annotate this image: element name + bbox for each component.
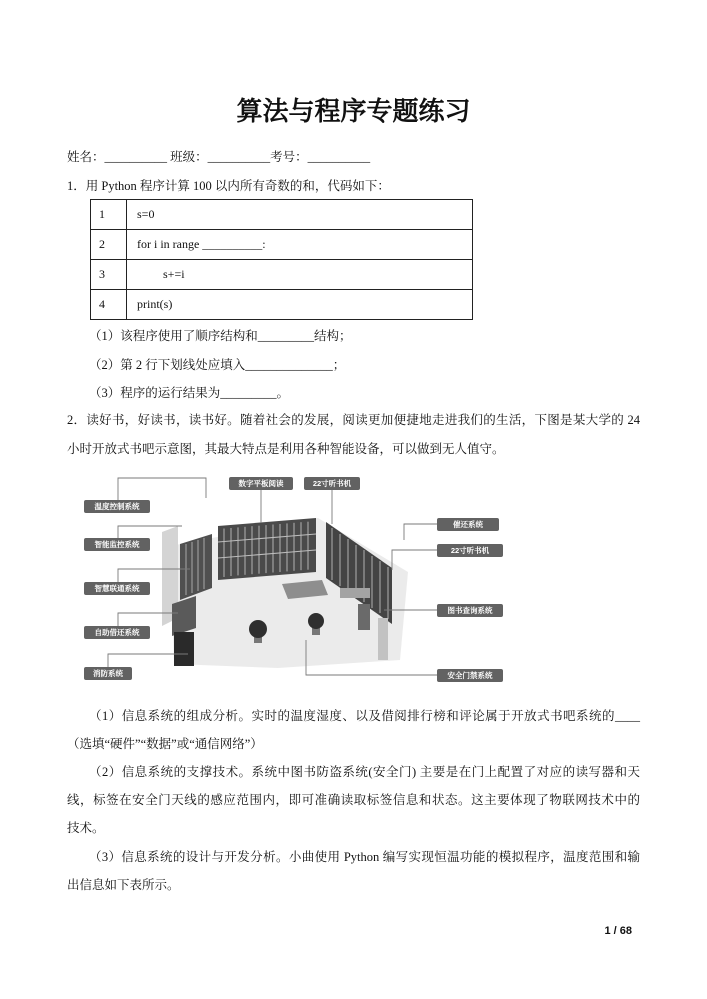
question-1-stem: 1．用 Python 程序计算 100 以内所有奇数的和，代码如下： bbox=[67, 179, 390, 193]
code-cell: s+=i bbox=[127, 260, 473, 290]
label-security-gate: 安全门禁系统 bbox=[447, 671, 493, 680]
potted-plant bbox=[308, 613, 324, 629]
reading-table bbox=[340, 588, 370, 598]
code-row bbox=[91, 200, 473, 230]
line-number-cell: 4 bbox=[91, 290, 127, 320]
question-2-stem-line: 2．读好书，好读书，读书好。随着社会的发展，阅读更加便捷地走进我们的生活，下图是某大学的 24 bbox=[67, 413, 640, 427]
label-tablet-reading: 数字平板阅读 bbox=[238, 479, 284, 488]
label-temperature-control: 温度控制系统 bbox=[94, 502, 140, 511]
line-number-cell: 1 bbox=[91, 200, 127, 230]
label-return-reminder: 催还系统 bbox=[453, 520, 483, 529]
line-number-cell: 3 bbox=[91, 260, 127, 290]
question-2-sub-2-line: 技术。 bbox=[67, 821, 105, 835]
question-2-sub-2-line: （2）信息系统的支撑技术。系统中图书防盗系统(安全门) 主要是在门上配置了对应的读写器和天 bbox=[89, 765, 640, 779]
security-gate bbox=[378, 618, 388, 660]
page-title: 算法与程序专题练习 bbox=[236, 97, 471, 126]
code-cell: print(s) bbox=[127, 290, 473, 320]
label-book-query: 图书查询系统 bbox=[447, 606, 493, 615]
label-self-checkout: 自助借还系统 bbox=[94, 628, 140, 637]
connector-line bbox=[118, 478, 206, 500]
question-2-sub-2-line: 线，标签在安全门天线的感应范围内，即可准确读取标签信息和状态。这主要体现了物联网技术中的 bbox=[67, 793, 640, 807]
code-cell: s=0 bbox=[127, 200, 473, 230]
label-smart-connectivity: 智慧联通系统 bbox=[94, 584, 140, 593]
code-row bbox=[91, 260, 473, 290]
question-1-sub-2: （2）第 2 行下划线处应填入______________； bbox=[89, 358, 346, 372]
library-diagram bbox=[78, 468, 510, 688]
plant-pot bbox=[312, 628, 320, 635]
line-number-cell: 2 bbox=[91, 230, 127, 260]
potted-plant bbox=[249, 620, 267, 638]
query-kiosk bbox=[358, 604, 370, 630]
question-2-sub-3-line: 出信息如下表所示。 bbox=[67, 878, 180, 892]
question-1-sub-1: （1）该程序使用了顺序结构和_________结构； bbox=[89, 329, 352, 343]
code-row bbox=[91, 230, 473, 260]
question-2-sub-1-line: （选填“硬件”“数据”或“通信网络”） bbox=[67, 737, 263, 751]
label-smart-monitoring: 智能监控系统 bbox=[94, 540, 140, 549]
question-2-sub-1-line: （1）信息系统的组成分析。实时的温度湿度、以及借阅排行榜和评论属于开放式书吧系统的____ bbox=[89, 709, 640, 723]
label-audiobook-player: 22寸听书机 bbox=[312, 479, 352, 488]
question-2-sub-3-line: （3）信息系统的设计与开发分析。小曲使用 Python 编写实现恒温功能的模拟程序，温度范围和输 bbox=[89, 850, 640, 864]
code-cell: for i in range __________: bbox=[127, 230, 473, 260]
fire-equipment-cabinet bbox=[174, 632, 194, 666]
student-info-line: 姓名：__________ 班级：__________考号：__________ bbox=[67, 150, 371, 164]
page-number: 1 / 68 bbox=[604, 925, 632, 937]
connector-line bbox=[404, 524, 437, 540]
code-row bbox=[91, 290, 473, 320]
label-audiobook-player: 22寸听书机 bbox=[450, 546, 490, 555]
code-table bbox=[90, 199, 473, 320]
question-1-sub-3: （3）程序的运行结果为_________。 bbox=[89, 386, 290, 400]
question-2-stem-line: 小时开放式书吧示意图，其最大特点是利用各种智能设备，可以做到无人值守。 bbox=[67, 442, 505, 456]
label-fire-protection: 消防系统 bbox=[93, 669, 123, 678]
